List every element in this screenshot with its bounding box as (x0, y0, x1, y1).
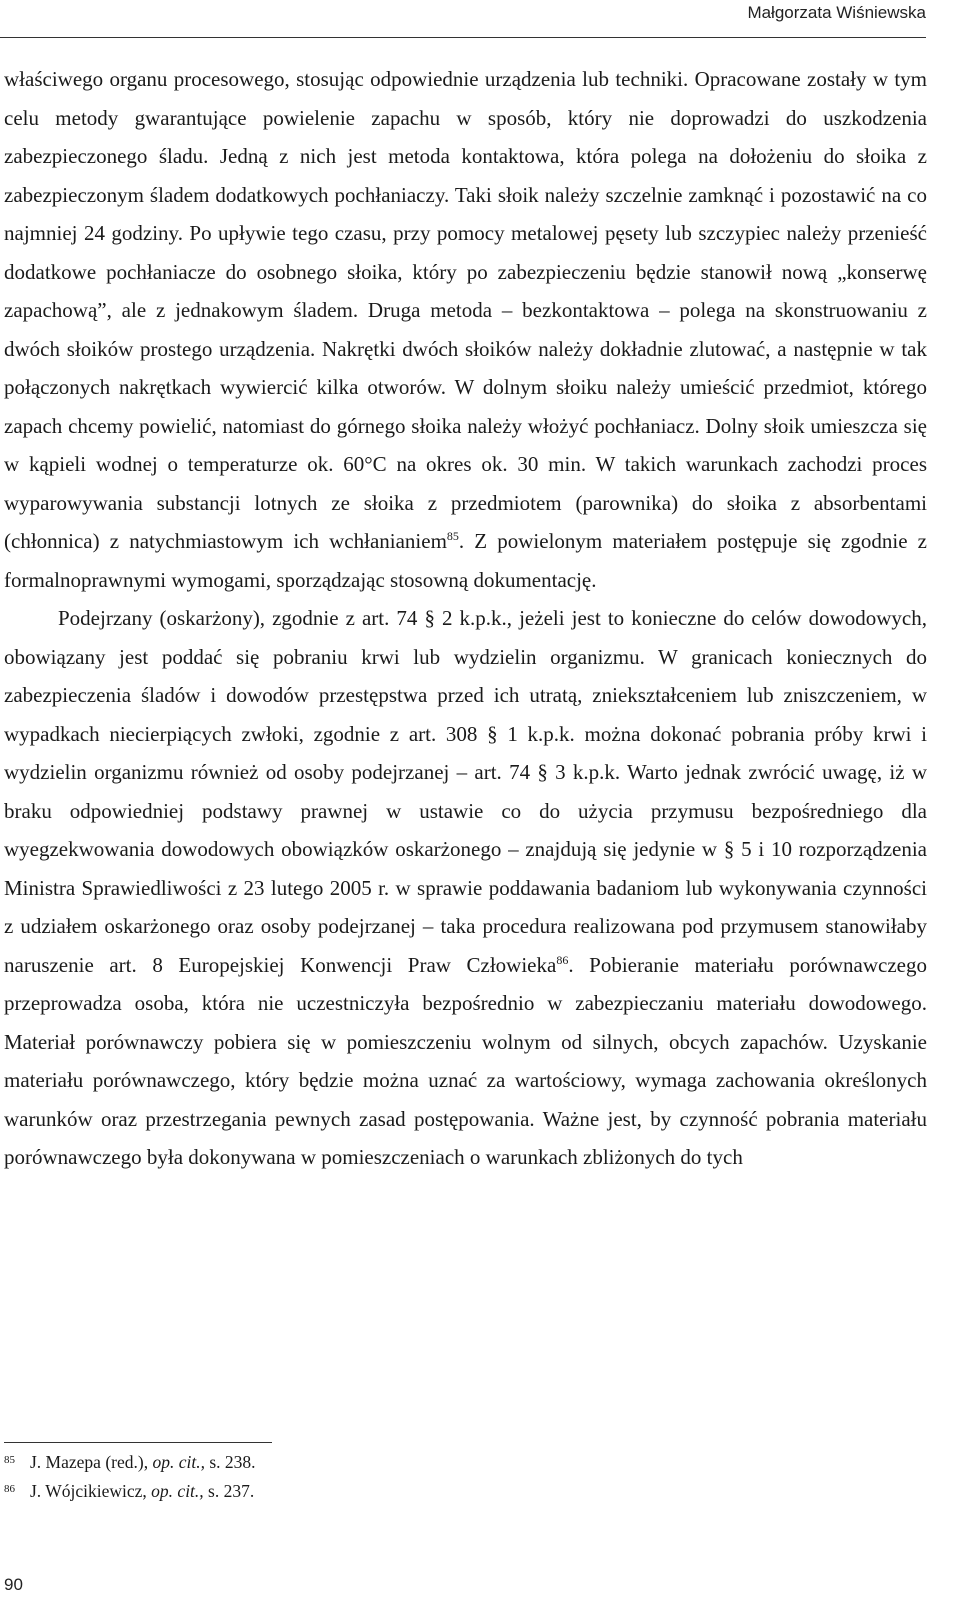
footnote-ref-86[interactable]: 86 (556, 952, 569, 967)
paragraph-1 (4, 60, 927, 599)
footnote-cit: op. cit., (152, 1452, 205, 1472)
header-rule (0, 37, 926, 38)
paragraph-1-text-continued: . Z powielonym materiałem postępuje się zgodnie z formalnoprawnymi wymogami, sporządzając stosowną dokumentację. (4, 529, 927, 592)
footnote-author: J. Mazepa (red.), (30, 1452, 149, 1472)
footnote-cit: op. cit., (151, 1481, 204, 1501)
footnote-85 (4, 1449, 904, 1478)
paragraph-2-text-continued: . Pobieranie materiału porównawczego przeprowadza osoba, która nie uczestniczyła bezpośrednio w zabezpieczaniu materiału dowodowego. Materiał porównawczy pobiera się w pomieszczeniu wolnym od silnych, obcych zapachów. Uzyskanie materiału porównawczego, który będzie można uznać za wartościowy, wymaga zachowania określonych warunków oraz przestrzegania pewnych zasad postępowania. Ważne jest, by czynność pobrania materiału porównawczego była dokonywana w pomieszczeniach o warunkach zbliżonych do tych (4, 952, 927, 1169)
page-number: 90 (4, 1575, 23, 1594)
footnote-ref-85[interactable]: 85 (446, 529, 459, 543)
paragraph-1-text: właściwego organu procesowego, stosując odpowiednie urządzenia lub techniki. Opracowane zostały w tym celu metody gwarantujące powielenie zapachu w sposób, który nie doprowadzi do uszkodzenia zabezpieczonego śladu. Jedną z nich jest metoda kontaktowa, która polega na dołożeniu do słoika z zabezpieczonym śladem dodatkowych pochłaniaczy. Taki słoik należy szczelnie zamknąć i pozostawić na co najmniej 24 godziny. Po upływie tego czasu, przy pomocy metalowej pęsety lub szczypiec należy przenieść dodatkowe pochłaniacze do osobnego słoika, który po zabezpieczeniu będzie stanowił nową „konserwę zapachową”, ale z jednakowym śladem. Druga metoda – bezkontaktowa – polega na skonstruowaniu z dwóch słoików prostego urządzenia. Nakrętki dwóch słoików należy dokładnie zlutować, a następnie w tak połączonych nakrętkach wywiercić kilka otworów. W dolnym słoiku należy umieścić przedmiot, którego zapach chcemy powielić, natomiast do górnego słoika należy włożyć pochłaniacz. Dolny słoik umieszcza się w kąpieli wodnej o temperaturze ok. 60°C na okres ok. 30 min. W takich warunkach zachodzi proces wyparowywania substancji lotnych ze słoika z przedmiotem (parownika) do słoika z absorbentami (chłonnica) z natychmiastowym ich wchłanianiem (4, 67, 927, 553)
footnote-86 (4, 1478, 904, 1507)
footnote-number: 85 (4, 1454, 15, 1466)
paragraph-2-text: Podejrzany (oskarżony), zgodnie z art. 74 § 2 k.p.k., jeżeli jest to konieczne do celów dowodowych, obowiązany jest poddać się pobraniu krwi lub wydzielin organizmu. W granicach koniecznych do zabezpieczenia śladów i dowodów przestępstwa przed ich utratą, zniekształceniem lub zniszczeniem, w wypadkach niecierpiących zwłoki, zgodnie z art. 308 § 1 k.p.k. można dokonać pobrania próby krwi i wydzielin organizmu również od osoby podejrzanej – art. 74 § 3 k.p.k. Warto jednak zwrócić uwagę, iż w braku odpowiedniej podstawy prawnej w ustawie co do użycia przymusu bezpośredniego dla wyegzekwowania dowodowych obowiązków oskarżonego – znajdują się jedynie w § 5 i 10 rozporządzenia Ministra Sprawiedliwości z 23 lutego 2005 r. w sprawie poddawania badaniom lub wykonywania czynności z udziałem oskarżonego oraz osoby podejrzanej – taka procedura realizowana pod przymusem stanowiłaby naruszenie art. 8 Europejskiej Konwencji Praw Człowieka (4, 606, 927, 977)
footnotes (4, 1449, 904, 1507)
footnote-page: s. 238. (209, 1452, 256, 1472)
body-text (4, 60, 927, 1177)
footnote-text (30, 1478, 254, 1504)
running-header-author: Małgorzata Wiśniewska (747, 3, 926, 22)
footnote-author: J. Wójcikiewicz, (30, 1481, 147, 1501)
paragraph-2 (4, 599, 927, 1177)
footnote-text (30, 1449, 256, 1475)
footnote-page: s. 237. (208, 1481, 255, 1501)
footnote-rule (4, 1442, 272, 1443)
footnote-number: 86 (4, 1483, 15, 1495)
